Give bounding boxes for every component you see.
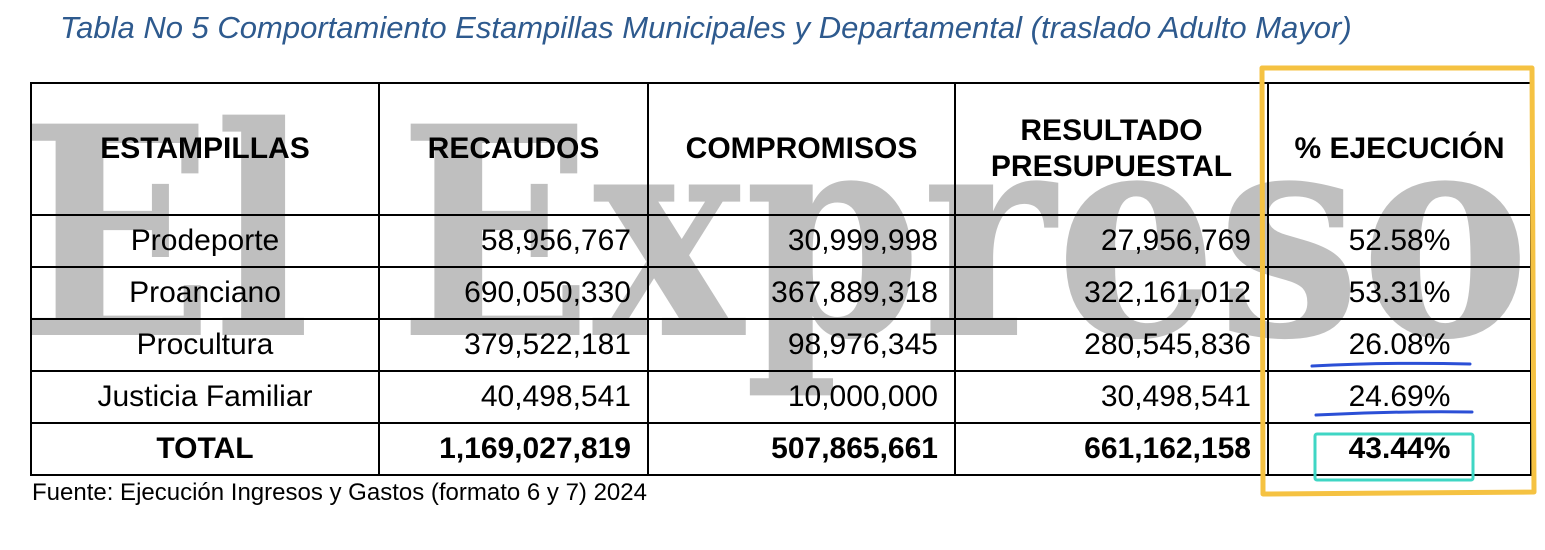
source-note: Fuente: Ejecución Ingresos y Gastos (formato 6 y 7) 2024 (32, 479, 647, 506)
cell-ejecucion: 26.08% (1268, 319, 1531, 371)
header-row (31, 83, 1531, 215)
header-resultado-line1: RESULTADO (1020, 114, 1203, 147)
total-resultado: 661,162,158 (955, 423, 1268, 475)
cell-recaudos: 58,956,767 (379, 215, 648, 267)
cell-compromisos: 367,889,318 (648, 267, 955, 319)
table-title: Tabla No 5 Comportamiento Estampillas Municipales y Departamental (traslado Adulto Mayor) (60, 10, 1352, 45)
cell-estampilla: Justicia Familiar (31, 371, 379, 423)
total-recaudos: 1,169,027,819 (379, 423, 648, 475)
cell-ejecucion: 24.69% (1268, 371, 1531, 423)
cell-estampilla: Prodeporte (31, 215, 379, 267)
total-row (31, 423, 1531, 475)
header-ejecucion: % EJECUCIÓN (1268, 83, 1531, 215)
table-row (31, 267, 1531, 319)
table-row (31, 371, 1531, 423)
header-estampillas: ESTAMPILLAS (31, 83, 379, 215)
cell-resultado: 30,498,541 (955, 371, 1268, 423)
cell-recaudos: 690,050,330 (379, 267, 648, 319)
header-resultado (955, 83, 1268, 215)
cell-ejecucion: 53.31% (1268, 267, 1531, 319)
cell-recaudos: 40,498,541 (379, 371, 648, 423)
cell-compromisos: 98,976,345 (648, 319, 955, 371)
estampillas-table (30, 82, 1532, 476)
header-resultado-line2: PRESUPUESTAL (990, 150, 1233, 183)
cell-recaudos: 379,522,181 (379, 319, 648, 371)
cell-resultado: 322,161,012 (955, 267, 1268, 319)
cell-ejecucion: 52.58% (1268, 215, 1531, 267)
cell-resultado: 27,956,769 (955, 215, 1268, 267)
cell-resultado: 280,545,836 (955, 319, 1268, 371)
total-ejecucion: 43.44% (1268, 423, 1531, 475)
table-row (31, 319, 1531, 371)
header-recaudos: RECAUDOS (379, 83, 648, 215)
total-compromisos: 507,865,661 (648, 423, 955, 475)
header-compromisos: COMPROMISOS (648, 83, 955, 215)
cell-compromisos: 30,999,998 (648, 215, 955, 267)
cell-estampilla: Proanciano (31, 267, 379, 319)
table-row (31, 215, 1531, 267)
total-label: TOTAL (31, 423, 379, 475)
cell-estampilla: Procultura (31, 319, 379, 371)
cell-compromisos: 10,000,000 (648, 371, 955, 423)
watermark-text: El Expreso (20, 64, 1530, 404)
